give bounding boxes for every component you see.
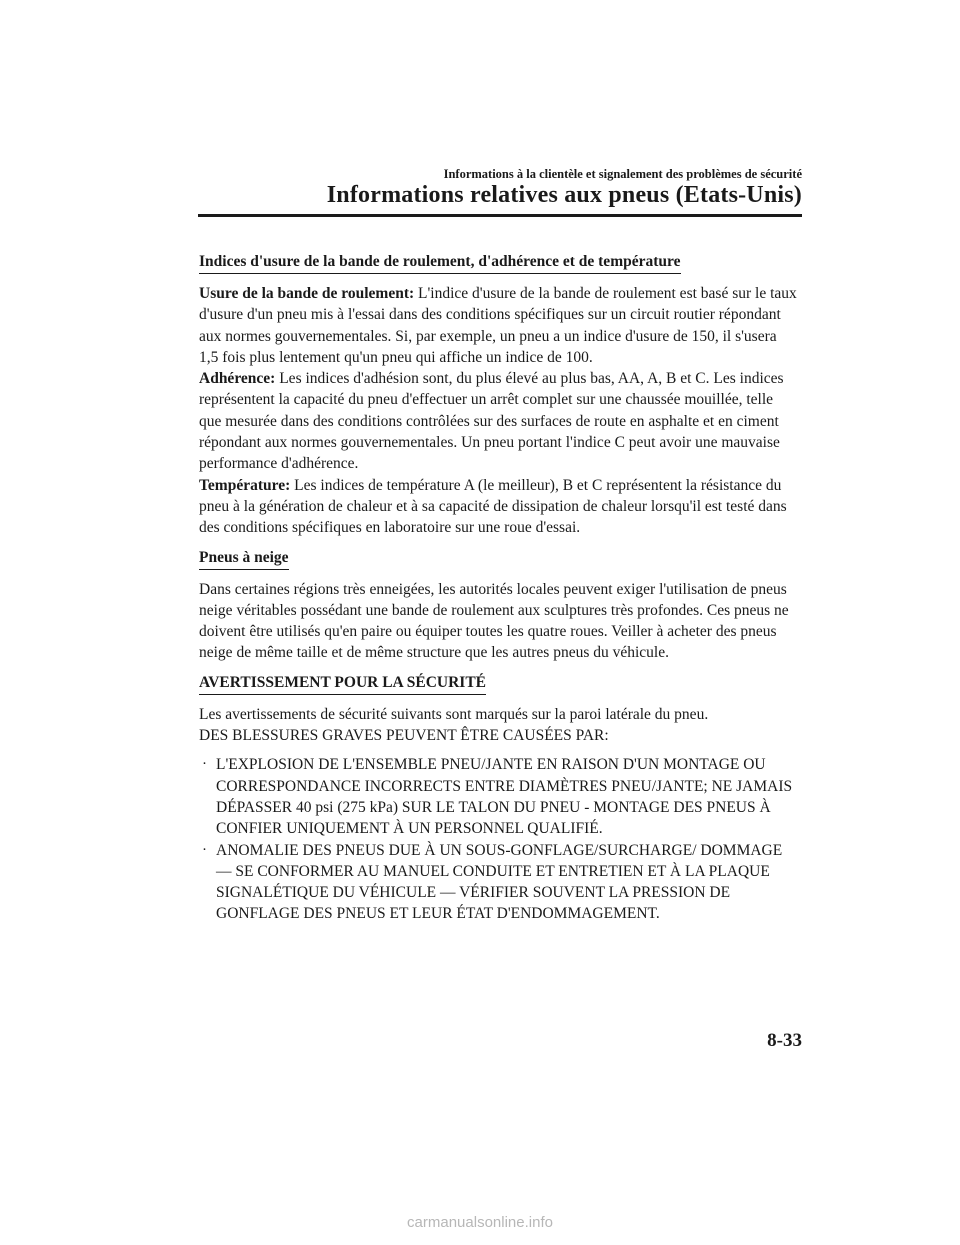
header-section-label: Informations à la clientèle et signalement des problèmes de sécurité [443,167,802,181]
page-content [199,252,799,925]
term-temperature: Température: [199,476,291,494]
warning-text: ANOMALIE DES PNEUS DUE À UN SOUS-GONFLAGE/SURCHARGE/ DOMMAGE — SE CONFORMER AU MANUEL CONDUITE ET ENTRETIEN ET À LA PLAQUE SIGNALÉTIQUE DU VÉHICULE — VÉRIFIER SOUVENT LA PRESSION DE GONFLAGE DES PNEUS ET LEUR ÉTAT D'ENDOMMAGEMENT. [216,841,783,923]
paragraph-snow-tires: Dans certaines régions très enneigées, les autorités locales peuvent exiger l'utilisation de pneus neige véritables possédant une bande de roulement aux sculptures très profondes. Ces pneus ne doivent être utilisés qu'en paire ou équiper toutes les quatre roues. Veiller à acheter des pneus neige de même taille et de même structure que les autres pneus du véhicule. [199,580,789,662]
safety-warning-list [199,754,799,924]
safety-intro-caps: DES BLESSURES GRAVES PEUVENT ÊTRE CAUSÉES PAR: [199,727,609,745]
term-traction: Adhérence: [199,370,276,388]
text-temperature: Les indices de température A (le meilleur), B et C représentent la résistance du pneu à la génération de chaleur et à sa capacité de dissipation de chaleur lorsqu'il est testé dans des conditions spécifiques en laboratoire sur une roue d'essai. [199,476,787,537]
warning-text: L'EXPLOSION DE L'ENSEMBLE PNEU/JANTE EN RAISON D'UN MONTAGE OU CORRESPONDANCE INCORRECTS ENTRE DIAMÈTRES PNEU/JANTE; NE JAMAIS DÉPASSER 40 psi (275 kPa) SUR LE TALON DU PNEU - MONTAGE DES PNEUS À CONFIER UNIQUEMENT À UN PERSONNEL QUALIFIÉ. [216,756,793,838]
bullet-icon: · [202,756,207,773]
list-item [199,840,799,925]
list-item [199,754,799,839]
paragraph-safety-intro [199,704,799,747]
paragraph-grading [199,283,799,539]
page-number: 8-33 [767,1030,802,1051]
term-treadwear: Usure de la bande de roulement: [199,285,415,302]
safety-intro-line: Les avertissements de sécurité suivants sont marqués sur la paroi latérale du pneu. [199,705,709,723]
heading-safety-warning: AVERTISSEMENT POUR LA SÉCURITÉ [199,673,486,695]
text-treadwear: L'indice d'usure de la bande de roulement est basé sur le taux d'usure d'un pneu mis à l'essai dans des conditions spécifiques sur un circuit routier répondant aux normes gouvernementales. Si, par exemple, un pneu a un indice d'usure de 150, il s'usera 1,5 fois plus lentement qu'un pneu qui affiche un indice de 100. [199,285,797,366]
text-traction: Les indices d'adhésion sont, du plus élevé au plus bas, AA, A, B et C. Les indices représentent la capacité du pneu d'effectuer un arrêt complet sur une chaussée mouillée, telle que mesurée dans des conditions contrôlées sur des surfaces de route en asphalte et en ciment répondant aux normes gouvernementales. Un pneu portant l'indice C peut avoir une mauvaise performance d'adhérence. [199,370,784,473]
header-divider [198,214,802,217]
page-title: Informations relatives aux pneus (Etats-Unis) [326,182,802,208]
heading-snow-tires: Pneus à neige [199,548,289,570]
watermark: carmanualsonline.info [407,1214,553,1231]
bullet-icon: · [202,841,207,858]
heading-grading: Indices d'usure de la bande de roulement, d'adhérence et de température [199,252,681,274]
